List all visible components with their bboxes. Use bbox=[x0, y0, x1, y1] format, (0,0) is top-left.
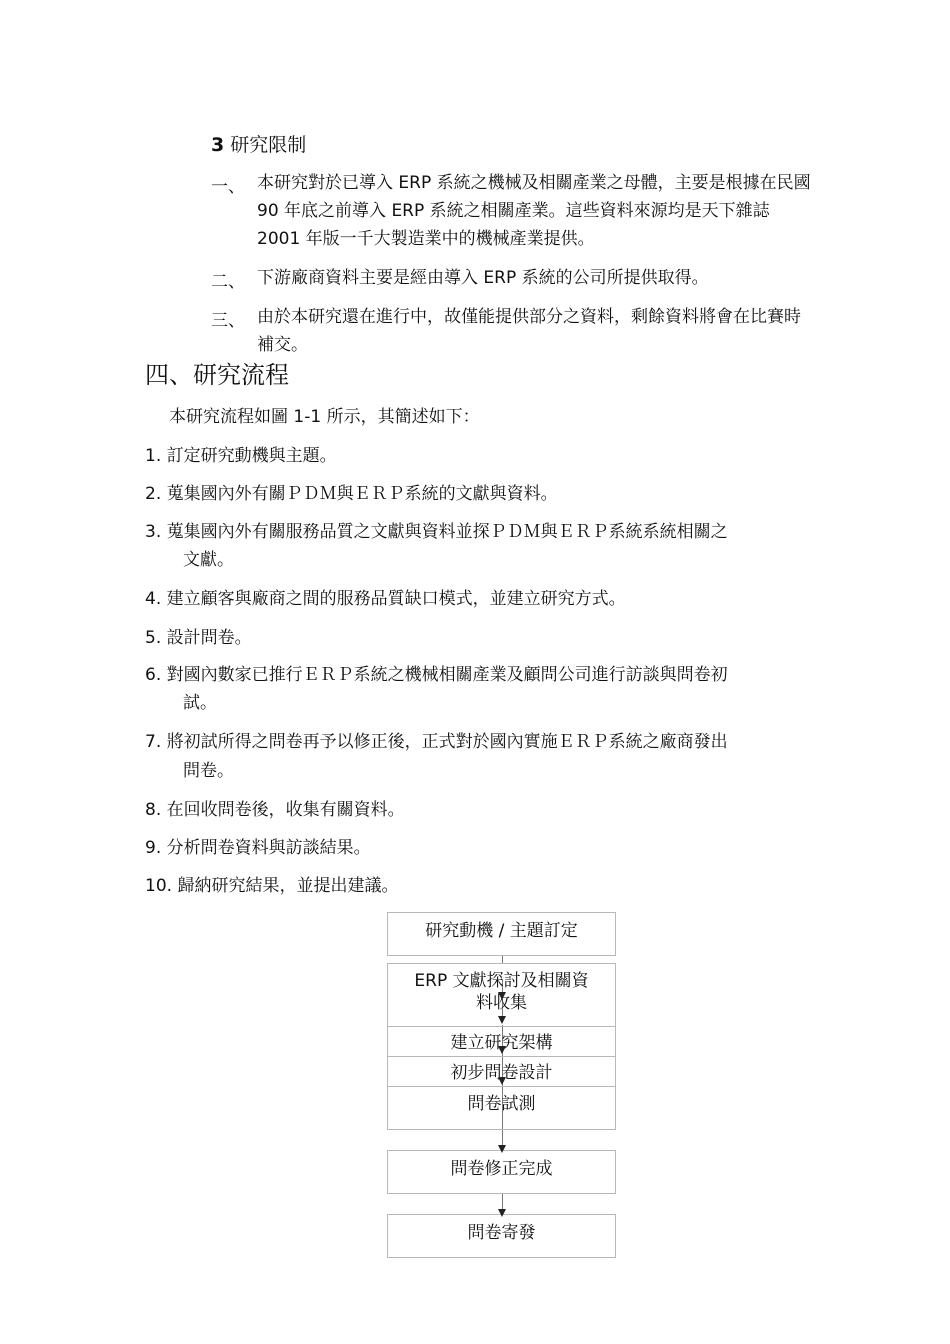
flowchart-box-label: 問卷寄發 bbox=[467, 1223, 536, 1243]
process-heading: 四、研究流程 bbox=[145, 361, 289, 389]
limitation-marker: 二、 bbox=[211, 272, 245, 292]
limitation-text: 由於本研究還在進行中，故僅能提供部分之資料，剩餘資料將會在比賽時補交。 bbox=[257, 307, 801, 355]
flowchart-arrow bbox=[498, 1046, 506, 1054]
flowchart-box-motivation bbox=[387, 912, 616, 956]
limitations-title: 研究限制 bbox=[230, 134, 307, 156]
flowchart-arrow bbox=[498, 1016, 506, 1024]
flowchart-arrow bbox=[498, 1145, 506, 1153]
process-intro: 本研究流程如圖 1-1 所示，其簡述如下： bbox=[169, 407, 480, 427]
process-step: 9. 分析問卷資料與訪談結果。 bbox=[145, 838, 371, 858]
process-step: 4. 建立顧客與廠商之間的服務品質缺口模式，並建立研究方式。 bbox=[145, 589, 626, 609]
process-step: 7. 將初試所得之問卷再予以修正後，正式對於國內實施ＥＲＰ系統之廠商發出 bbox=[145, 732, 728, 752]
flowchart-box-mailing bbox=[387, 1214, 616, 1258]
process-step: 5. 設計問卷。 bbox=[145, 628, 252, 648]
flowchart-arrow bbox=[498, 1077, 506, 1085]
limitation-text: 下游廠商資料主要是經由導入 ERP 系統的公司所提供取得。 bbox=[257, 268, 709, 288]
limitation-text: 本研究對於已導入 ERP 系統之機械及相關產業之母體，主要是根據在民國 90 年底之前導入 ERP 系統之相關產業。這些資料來源均是天下雜誌 2001 年版一千大製造業中的機械產業提供。 bbox=[257, 173, 811, 249]
flowchart-arrow bbox=[498, 992, 506, 1000]
process-step: 10. 歸納研究結果，並提出建議。 bbox=[145, 876, 399, 896]
flowchart-box-label: 建立研究架構 bbox=[450, 1033, 553, 1053]
flowchart-box-label: 研究動機 / 主題訂定 bbox=[425, 921, 578, 941]
process-step: 1. 訂定研究動機與主題。 bbox=[145, 446, 337, 466]
process-step-continued: 問卷。 bbox=[183, 761, 234, 781]
process-step: 2. 蒐集國內外有關ＰＤＭ與ＥＲＰ系統的文獻與資料。 bbox=[145, 484, 558, 504]
process-step-continued: 文獻。 bbox=[183, 550, 234, 570]
flowchart-box-label: 初步問卷設計 bbox=[450, 1063, 553, 1083]
process-step: 6. 對國內數家已推行ＥＲＰ系統之機械相關產業及顧問公司進行訪談與問卷初 bbox=[145, 665, 728, 685]
flowchart-box-label: ERP 文獻探討及相關資 bbox=[414, 971, 589, 991]
flowchart-arrow bbox=[498, 1209, 506, 1217]
flowchart-box-label: 問卷修正完成 bbox=[450, 1159, 553, 1179]
flowchart-box-revision bbox=[387, 1150, 616, 1194]
flowchart-box-pretest bbox=[387, 1086, 616, 1130]
process-step: 3. 蒐集國內外有關服務品質之文獻與資料並探ＰＤＭ與ＥＲＰ系統系統相關之 bbox=[145, 522, 728, 542]
flowchart-box-label-continued: 料收集 bbox=[476, 993, 527, 1013]
limitation-marker: 一、 bbox=[211, 177, 245, 197]
process-step-continued: 試。 bbox=[183, 693, 217, 713]
process-step: 8. 在回收問卷後，收集有關資料。 bbox=[145, 800, 405, 820]
flowchart-box-label: 問卷試測 bbox=[467, 1094, 536, 1114]
limitations-heading bbox=[211, 130, 306, 157]
limitations-number: 3 bbox=[211, 134, 225, 156]
limitation-marker: 三、 bbox=[211, 311, 245, 331]
